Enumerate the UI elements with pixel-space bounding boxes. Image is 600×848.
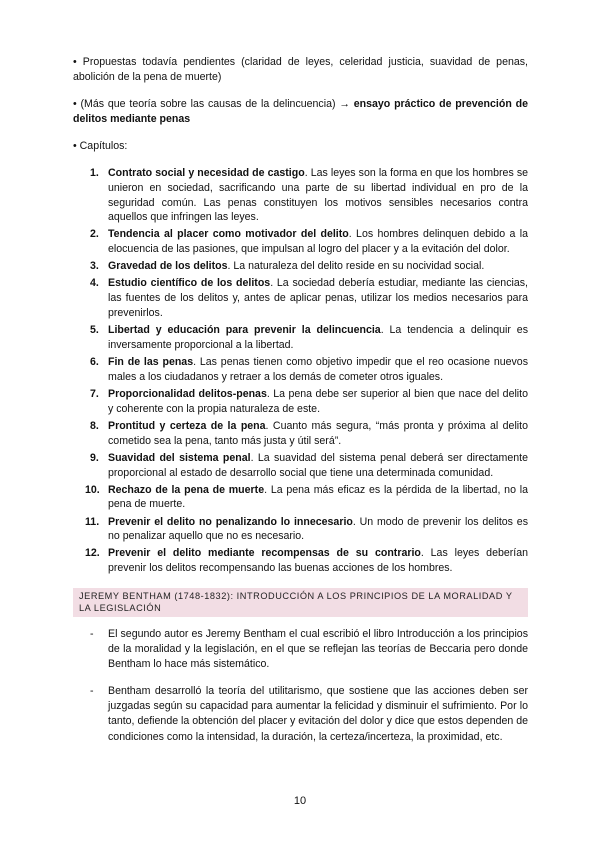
chapter-item [85, 546, 528, 576]
chapter-number: 6. [90, 356, 99, 369]
chapter-number: 1. [90, 167, 99, 179]
chapter-title: Proporcionalidad delitos-penas [108, 387, 267, 400]
chapter-item [90, 259, 528, 274]
chapter-number: 4. [90, 277, 99, 290]
chapter-item [90, 355, 528, 385]
chapter-text: . Las leyes son la forma en que los hombres se unieron en sociedad, sacrificando una parte de su libertad individual en pro de la seguridad común. Las penas constituyen los motivos sensibles necesarios contra aquellos que infringen las leyes. [108, 167, 529, 224]
chapter-title: Fin de las penas [108, 356, 194, 369]
chapter-item [90, 419, 528, 449]
dash-marker: - [90, 685, 94, 697]
chapter-item [90, 227, 528, 257]
chapter-text: . Un modo de prevenir los delitos es no penalizar aquello que no es necesario. [108, 515, 528, 543]
dash-marker: - [90, 628, 94, 640]
chapter-title: Gravedad de los delitos [108, 260, 228, 273]
bentham-item-text: El segundo autor es Jeremy Bentham el cual escribió el libro Introducción a los principios de la moralidad y la legislación, en el que se reflejan las teorías de Beccaria pero donde Bentham lo hace más sistemático. [108, 628, 528, 671]
chapter-number: 9. [90, 451, 99, 464]
chapter-number: 5. [90, 324, 99, 337]
chapter-item [90, 166, 528, 225]
chapter-text: . La suavidad del sistema penal deberá ser directamente proporcional al estado de desarrollo social que tiene una determinada comunidad. [108, 451, 528, 479]
chapters-list [85, 166, 529, 578]
bentham-item-text: Bentham desarrolló la teoría del utilitarismo, que sostiene que las acciones deben ser juzgadas según su capacidad para aumentar la felicidad y disminuir el sufrimiento. Por lo tanto, defiende la obtención del placer y evitación del dolor y dice que estos dependen de condiciones como la intensidad, la duración, la certeza/incerteza, la proximidad, etc. [108, 685, 528, 743]
chapter-title: Suavidad del sistema penal [108, 451, 251, 464]
chapter-number: 12. [85, 547, 100, 560]
bullet-practical-essay-bold: ensayo práctico de prevención de delitos mediante penas [73, 98, 528, 125]
chapter-title: Prevenir el delito mediante recompensas de su contrario [108, 547, 421, 560]
chapter-title: Estudio científico de los delitos [108, 277, 271, 290]
chapter-number: 10. [85, 483, 100, 496]
chapter-text: . Los hombres delinquen debido a la elocuencia de las pasiones, que impulsan al logro del placer y a la evitación del dolor. [108, 228, 528, 256]
chapter-item [90, 323, 528, 353]
chapter-item [90, 451, 528, 481]
bentham-item [90, 684, 528, 745]
chapter-title: Contrato social y necesidad de castigo [108, 167, 305, 179]
chapter-title: Rechazo de la pena de muerte [108, 483, 265, 496]
page-number: 10 [293, 795, 307, 807]
chapter-text: . Las penas tienen como objetivo impedir que el reo ocasione nuevos males a los ciudadanos y retraer a los demás de cometer otros iguales. [108, 356, 528, 383]
chapter-text: . Cuanto más segura, “más pronta y próxima al delito cometido sea la pena, tanto más justa y útil será”. [108, 419, 528, 447]
chapter-item [90, 276, 528, 320]
chapter-number: 7. [90, 387, 99, 400]
chapter-text: . La tendencia a delinquir es inversamente proporcional a la libertad. [108, 324, 528, 351]
bentham-item [90, 627, 528, 673]
chapter-text: . Las leyes deberían prevenir los delitos recompensando las buenas acciones de los hombres. [108, 547, 528, 575]
chapter-text: . La pena debe ser superior al bien que nace del delito y coherente con la propia naturaleza de este. [108, 387, 528, 415]
chapter-item [90, 387, 528, 417]
chapter-item [85, 515, 528, 545]
chapter-title: Prevenir el delito no penalizando lo innecesario [108, 515, 353, 528]
section-heading: JEREMY BENTHAM (1748-1832): INTRODUCCIÓN A LOS PRINCIPIOS DE LA MORALIDAD Y LA LEGISLACIÓN [79, 591, 513, 614]
chapter-number: 3. [90, 260, 99, 273]
chapter-title: Tendencia al placer como motivador del delito [108, 228, 349, 241]
chapter-title: Prontitud y certeza de la pena [108, 419, 266, 432]
chapter-item [85, 483, 528, 513]
chapter-text: . La naturaleza del delito reside en su nocividad social. [227, 260, 485, 273]
bullet-practical-essay-plain: • (Más que teoría sobre las causas de la delincuencia) → [73, 98, 354, 110]
bullet-chapters-label: • Capítulos: [73, 140, 128, 152]
chapter-text: . La pena más eficaz es la pérdida de la libertad, no la pena de muerte. [108, 483, 528, 511]
chapter-number: 11. [85, 515, 100, 528]
chapter-title: Libertad y educación para prevenir la delincuencia [108, 324, 381, 337]
bullet-pending-proposals: • Propuestas todavía pendientes (claridad de leyes, celeridad justicia, suavidad de penas, abolición de la pena de muerte) [73, 56, 528, 83]
chapter-text: . La sociedad debería estudiar, mediante las ciencias, las fuentes de los delitos y, antes de aplicar penas, utilizar los medios necesarios para prevenirlos. [108, 277, 528, 320]
chapter-number: 2. [90, 228, 99, 241]
bullet-practical-essay [73, 97, 528, 127]
chapter-number: 8. [90, 419, 99, 432]
